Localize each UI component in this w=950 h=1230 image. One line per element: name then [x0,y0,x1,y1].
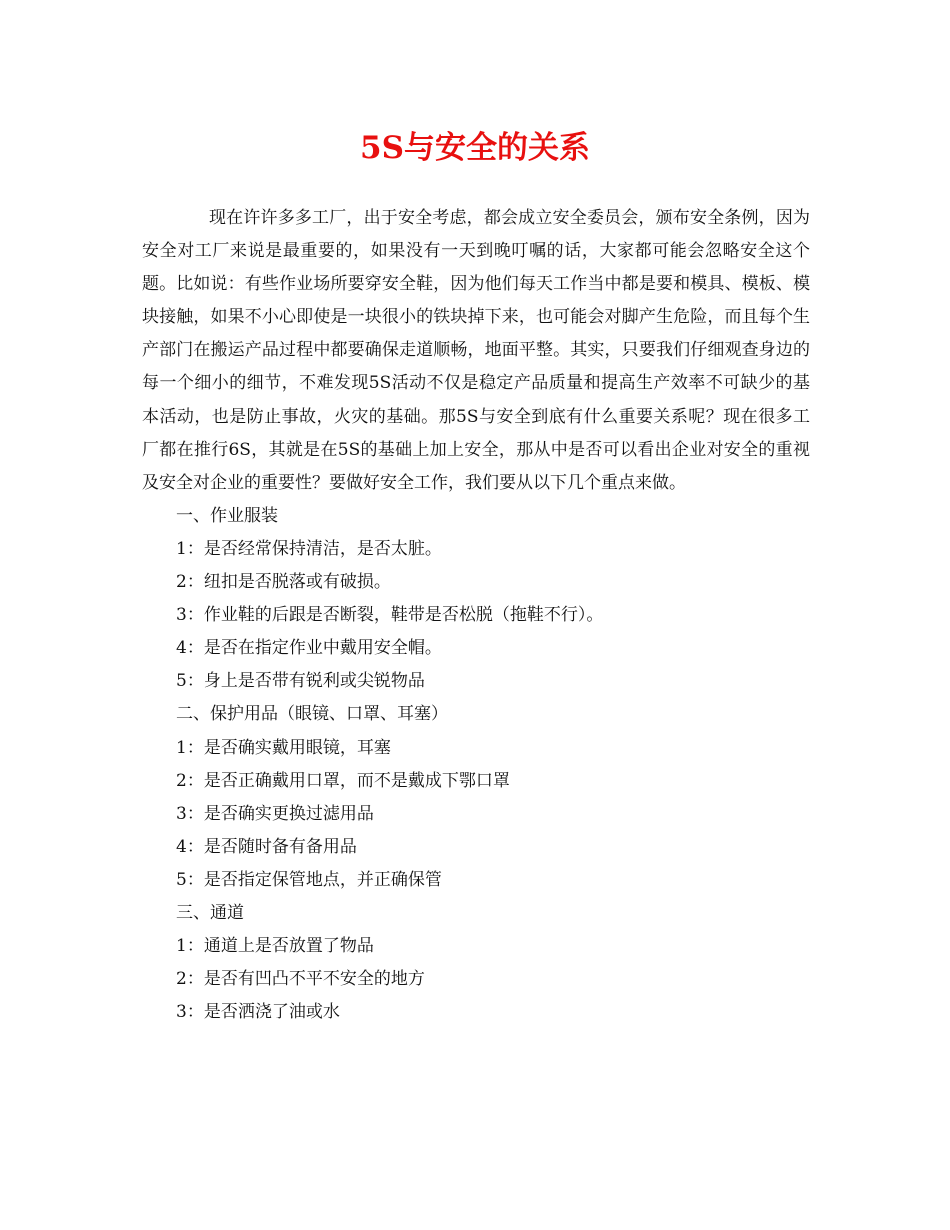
section-heading-work-clothing: 一、作业服装 [176,505,278,526]
list-item: 5：身上是否带有锐利或尖锐物品 [176,671,425,692]
intro-paragraph: 现在许许多多工厂，出于安全考虑，都会成立安全委员会，颁布安全条例，因为安全对工厂来说是最重要的，如果没有一天到晚叮嘱的话，大家都可能会忽略安全这个题。比如说：有些作业场所要穿安全鞋，因为他们每天工作当中都是要和模具、模板、模块接触，如果不小心即使是一块很小的铁块掉下来，也可能会对脚产生危险，而且每个生产部门在搬运产品过程中都要确保走道顺畅，地面平整。其实，只要我们仔细观查身边的每一个细小的细节，不难发现5S活动不仅是稳定产品质量和提高生产效率不可缺少的基本活动，也是防止事故，火灾的基础。那5S与安全到底有什么重要关系呢？现在很多工厂都在推行6S，其就是在5S的基础上加上安全，那从中是否可以看出企业对安全的重视及安全对企业的重要性？要做好安全工作，我们要从以下几个重点来做。 [142,208,810,493]
list-item: 4：是否随时备有备用品 [176,836,357,857]
list-item: 2：是否有凹凸不平不安全的地方 [176,969,425,990]
section-heading-passageway: 三、通道 [176,902,244,923]
document-body [142,202,810,1029]
list-item: 3：是否确实更换过滤用品 [176,803,374,824]
list-item: 1：通道上是否放置了物品 [176,936,374,957]
list-item: 5：是否指定保管地点，并正确保管 [176,869,442,890]
list-item: 3：是否洒浇了油或水 [176,1002,340,1023]
list-item: 1：是否经常保持清洁，是否太脏。 [176,538,442,559]
list-item: 4：是否在指定作业中戴用安全帽。 [176,638,442,659]
section-heading-protective-gear: 二、保护用品（眼镜、口罩、耳塞） [176,704,448,725]
list-item: 2：是否正确戴用口罩，而不是戴成下鄂口罩 [176,770,510,791]
list-item: 1：是否确实戴用眼镜，耳塞 [176,737,391,758]
page-title: 5S与安全的关系 [360,130,590,166]
checklist [142,500,810,1030]
list-item: 2：纽扣是否脱落或有破损。 [176,572,391,593]
list-item: 3：作业鞋的后跟是否断裂，鞋带是否松脱（拖鞋不行）。 [176,605,604,626]
